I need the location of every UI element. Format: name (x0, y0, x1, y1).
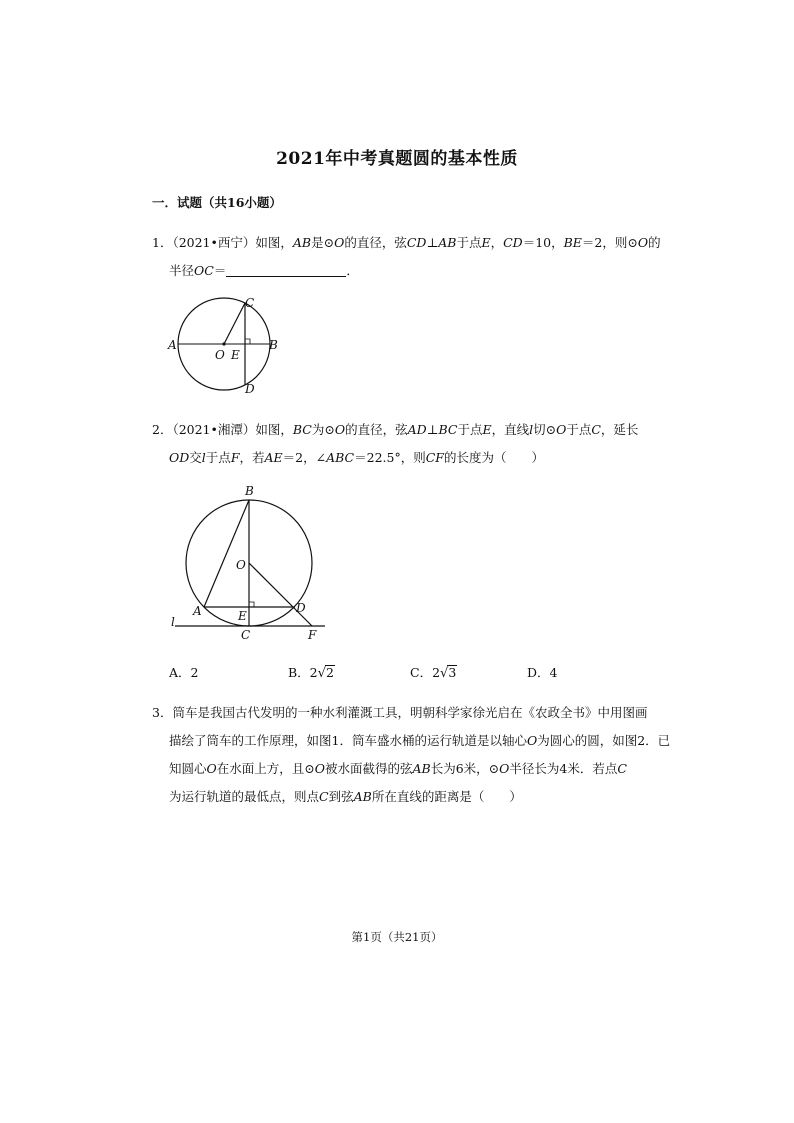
q3-text: 被水面截得的弦 (325, 761, 413, 776)
q3-var: C (617, 761, 627, 776)
q2-var: ABC (326, 450, 355, 465)
q1-label-d: D (245, 382, 255, 395)
q2-text: 切⊙ (533, 422, 557, 437)
q3-line-4 (169, 787, 522, 805)
q1-text: 的直径，弦 (344, 235, 407, 250)
answer-blank[interactable] (226, 263, 346, 277)
q2-label-d: D (296, 601, 306, 615)
q2-text: 交 (189, 450, 202, 465)
q1-center-dot (222, 342, 225, 345)
q2-text: 于点 (457, 422, 483, 437)
q2-label-o: O (236, 558, 246, 572)
q3-text: 到弦 (328, 789, 354, 804)
q2-var: AD (407, 422, 427, 437)
q1-text: ＝2，则⊙ (581, 235, 638, 250)
q2-label-l: l (171, 615, 175, 629)
q1-var: CD (503, 235, 523, 250)
radical-icon: √ (317, 666, 326, 681)
q2-text: 的长度为（ ） (443, 450, 544, 465)
q2-var: C (591, 422, 601, 437)
q3-var: O (526, 733, 538, 748)
q2-var: l (529, 422, 534, 437)
q2-label-e: E (238, 609, 247, 623)
q2-text: ＝2，∠ (282, 450, 327, 465)
q3-text: 知圆心 (169, 761, 207, 776)
q2-text: 2．（2021•湘潭）如图， (152, 422, 293, 437)
q2-label-f: F (308, 628, 317, 642)
q1-label-c: C (245, 296, 255, 310)
q3-text: 描绘了筒车的工作原理，如图1．筒车盛水桶的运行轨道是以轴心 (169, 733, 527, 748)
q2-line-2 (169, 448, 544, 466)
q2-label-b: B (245, 484, 254, 498)
q2-var: l (201, 450, 206, 465)
q1-text: 于点 (456, 235, 482, 250)
q1-label-b: B (269, 338, 278, 352)
q2-option-c[interactable] (410, 663, 457, 681)
q2-var: OD (169, 450, 190, 465)
option-text: C．2 (410, 665, 441, 680)
q3-line-2 (169, 731, 670, 749)
q1-text: 1．（2021•西宁）如图， (152, 235, 293, 250)
q2-text: 于点 (566, 422, 592, 437)
q1-label-o: O (215, 348, 225, 362)
radicand: 3 (448, 665, 457, 680)
section-heading: 一．试题（共16小题） (152, 195, 282, 210)
q1-var: O (334, 235, 345, 250)
q2-var: AE (264, 450, 283, 465)
q2-segment-ab (204, 500, 249, 607)
q3-text: 3．筒车是我国古代发明的一种水利灌溉工具，明朝科学家徐光启在《农政全书》中用图画 (152, 705, 648, 720)
q2-figure (165, 480, 335, 645)
q2-var: F (230, 450, 240, 465)
q3-text: 长为6米，⊙ (430, 761, 500, 776)
q2-label-a: A (193, 604, 202, 618)
q2-var: O (556, 422, 567, 437)
q1-var: O (637, 235, 649, 250)
q1-text: ＝ (213, 263, 227, 278)
q1-figure (165, 295, 290, 395)
q1-var: BE (563, 235, 582, 250)
q2-text: ，若 (239, 450, 265, 465)
page-footer: 第1页（共21页） (351, 930, 443, 944)
page-title: 2021年中考真题圆的基本性质 (276, 149, 518, 169)
q2-text: ，延长 (600, 422, 639, 437)
q1-radius-oc (224, 303, 245, 344)
q1-text: ＝10， (522, 235, 564, 250)
q2-var: O (334, 422, 346, 437)
radicand: 2 (325, 665, 334, 680)
q3-var: O (314, 761, 325, 776)
q2-var: BC (438, 422, 458, 437)
q2-label-c: C (241, 628, 251, 642)
q1-text: ⊥ (426, 235, 439, 250)
q3-text: 为运行轨道的最低点，则点 (169, 789, 320, 804)
q1-text: 是⊙ (311, 235, 335, 250)
q2-right-angle (249, 602, 254, 607)
q1-var: AB (292, 235, 312, 250)
q2-line-odf (249, 563, 312, 626)
q1-text: 的 (648, 235, 661, 250)
q3-line-3 (169, 759, 627, 777)
q2-text: 的直径，弦 (345, 422, 408, 437)
q3-var: C (319, 789, 329, 804)
radical-icon: √ (440, 666, 449, 681)
q3-text: 半径长为4米．若点 (509, 761, 618, 776)
option-text: A．2 (169, 665, 199, 680)
q2-var: CF (425, 450, 444, 465)
q3-line-1 (152, 703, 647, 721)
q2-var: BC (292, 422, 312, 437)
q2-text: 为⊙ (311, 422, 335, 437)
q2-option-a[interactable] (169, 663, 198, 681)
q1-line-1 (152, 233, 661, 251)
q3-text: 为圆心的圆，如图2．已 (537, 733, 671, 748)
q1-var: CD (406, 235, 427, 250)
q3-text: 所在直线的距离是（ ） (371, 789, 522, 804)
q1-right-angle (245, 339, 250, 344)
q2-text: ＝22.5°，则 (354, 450, 426, 465)
q1-var: AB (438, 235, 457, 250)
q2-var: E (482, 422, 492, 437)
q2-text: ，直线 (491, 422, 530, 437)
q2-text: ⊥ (426, 422, 439, 437)
q1-text: 半径 (169, 263, 195, 278)
q1-text: ． (346, 263, 359, 278)
q1-var: E (481, 235, 491, 250)
q1-line-2 (169, 261, 359, 279)
option-text: D．4 (527, 665, 558, 680)
q1-label-e: E (231, 348, 240, 362)
option-text: B．2 (288, 665, 318, 680)
q3-var: AB (353, 789, 372, 804)
q2-text: 于点 (205, 450, 231, 465)
q3-var: O (206, 761, 217, 776)
q3-var: AB (412, 761, 431, 776)
q1-text: ， (490, 235, 504, 250)
q3-text: 在水面上方，且⊙ (216, 761, 315, 776)
q2-line-1 (152, 420, 638, 438)
q1-var: OC (194, 263, 214, 278)
q2-option-b[interactable] (288, 663, 335, 681)
q1-label-a: A (168, 338, 177, 352)
q2-option-d[interactable] (527, 663, 557, 681)
q3-var: O (499, 761, 510, 776)
